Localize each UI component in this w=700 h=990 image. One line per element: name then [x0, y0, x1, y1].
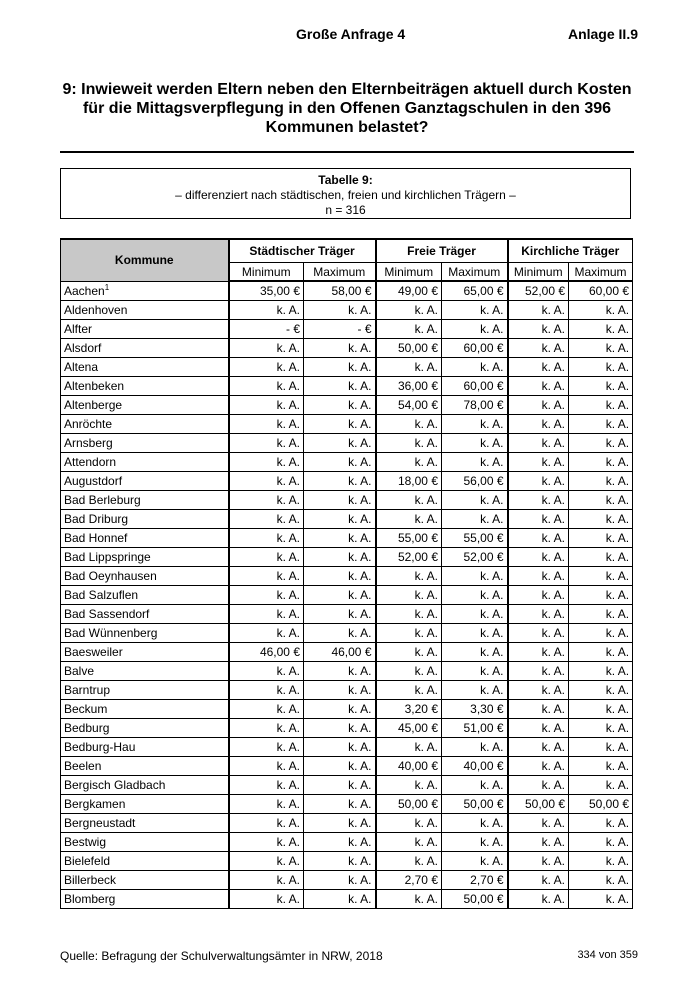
value-cell: 45,00 € — [376, 719, 442, 738]
footnote-marker: 1 — [104, 283, 110, 293]
value-cell: k. A. — [376, 491, 442, 510]
value-cell: k. A. — [508, 358, 569, 377]
value-cell: 40,00 € — [442, 757, 508, 776]
value-cell: k. A. — [229, 852, 304, 871]
column-header-min: Minimum — [376, 263, 442, 282]
kommune-name: Bad Oeynhausen — [61, 567, 229, 586]
table-row — [61, 605, 633, 624]
value-cell: k. A. — [442, 434, 508, 453]
value-cell: k. A. — [229, 624, 304, 643]
value-cell: 78,00 € — [442, 396, 508, 415]
value-cell: k. A. — [569, 605, 633, 624]
value-cell: k. A. — [508, 415, 569, 434]
kommune-name: Bedburg — [61, 719, 229, 738]
value-cell: k. A. — [442, 453, 508, 472]
question-heading: 9: Inwieweit werden Eltern neben den Elternbeiträgen aktuell durch Kosten für die Mittagsverpflegung in den Offenen Ganztagschulen in den 396 Kommunen belastet? — [62, 81, 632, 136]
value-cell: k. A. — [304, 605, 376, 624]
value-cell: 50,00 € — [442, 890, 508, 909]
value-cell: k. A. — [304, 548, 376, 567]
column-header-max: Maximum — [304, 263, 376, 282]
value-cell: k. A. — [376, 605, 442, 624]
value-cell: k. A. — [442, 415, 508, 434]
kommune-name: Alsdorf — [61, 339, 229, 358]
value-cell: k. A. — [442, 624, 508, 643]
value-cell: k. A. — [569, 700, 633, 719]
value-cell: k. A. — [376, 434, 442, 453]
kommune-name: Bielefeld — [61, 852, 229, 871]
table-row — [61, 662, 633, 681]
value-cell: k. A. — [569, 852, 633, 871]
kommune-name: Arnsberg — [61, 434, 229, 453]
value-cell: k. A. — [569, 757, 633, 776]
value-cell: 58,00 € — [304, 281, 376, 301]
value-cell: k. A. — [569, 434, 633, 453]
value-cell: k. A. — [229, 396, 304, 415]
value-cell: k. A. — [569, 472, 633, 491]
table-row — [61, 510, 633, 529]
table-row — [61, 719, 633, 738]
kommune-name: Altena — [61, 358, 229, 377]
kommune-name: Bad Lippspringe — [61, 548, 229, 567]
value-cell: - € — [229, 320, 304, 339]
value-cell: k. A. — [569, 548, 633, 567]
value-cell: k. A. — [229, 738, 304, 757]
value-cell: k. A. — [376, 510, 442, 529]
table-row — [61, 453, 633, 472]
value-cell: 50,00 € — [442, 795, 508, 814]
value-cell: k. A. — [508, 529, 569, 548]
table-caption-n: n = 316 — [325, 203, 366, 217]
value-cell: k. A. — [508, 472, 569, 491]
value-cell: k. A. — [569, 415, 633, 434]
value-cell: k. A. — [442, 358, 508, 377]
kommune-name: Alfter — [61, 320, 229, 339]
table-caption-box — [60, 168, 631, 219]
value-cell: k. A. — [508, 719, 569, 738]
value-cell: k. A. — [442, 586, 508, 605]
value-cell: k. A. — [229, 662, 304, 681]
value-cell: 55,00 € — [376, 529, 442, 548]
value-cell: k. A. — [508, 852, 569, 871]
value-cell: k. A. — [229, 833, 304, 852]
page-number: 334 von 359 — [577, 949, 638, 961]
value-cell: k. A. — [569, 491, 633, 510]
value-cell: k. A. — [376, 890, 442, 909]
value-cell: k. A. — [304, 757, 376, 776]
kommune-name: Augustdorf — [61, 472, 229, 491]
value-cell: 50,00 € — [569, 795, 633, 814]
table-row — [61, 681, 633, 700]
value-cell: 50,00 € — [376, 339, 442, 358]
kommune-name: Billerbeck — [61, 871, 229, 890]
value-cell: k. A. — [569, 814, 633, 833]
value-cell: k. A. — [569, 320, 633, 339]
value-cell: k. A. — [229, 871, 304, 890]
kommune-name: Bad Honnef — [61, 529, 229, 548]
value-cell: k. A. — [508, 605, 569, 624]
value-cell: k. A. — [376, 415, 442, 434]
value-cell: k. A. — [442, 510, 508, 529]
value-cell: k. A. — [376, 833, 442, 852]
value-cell: k. A. — [508, 757, 569, 776]
value-cell: k. A. — [376, 453, 442, 472]
value-cell: k. A. — [304, 491, 376, 510]
value-cell: k. A. — [508, 453, 569, 472]
value-cell: k. A. — [442, 567, 508, 586]
kommune-name: Beckum — [61, 700, 229, 719]
value-cell: 65,00 € — [442, 281, 508, 301]
kommune-name: Bad Sassendorf — [61, 605, 229, 624]
value-cell: 3,30 € — [442, 700, 508, 719]
value-cell: k. A. — [508, 377, 569, 396]
value-cell: - € — [304, 320, 376, 339]
value-cell: k. A. — [442, 301, 508, 320]
value-cell: k. A. — [229, 472, 304, 491]
kommune-name: Altenbeken — [61, 377, 229, 396]
value-cell: k. A. — [508, 814, 569, 833]
group-header-frei: Freie Träger — [376, 239, 508, 263]
value-cell: k. A. — [569, 529, 633, 548]
value-cell: k. A. — [229, 358, 304, 377]
value-cell: k. A. — [304, 833, 376, 852]
kommune-name: Blomberg — [61, 890, 229, 909]
value-cell: 35,00 € — [229, 281, 304, 301]
value-cell: k. A. — [376, 814, 442, 833]
kommune-name: Barntrup — [61, 681, 229, 700]
source-note: Quelle: Befragung der Schulverwaltungsämter in NRW, 2018 — [60, 949, 383, 963]
kommune-name: Bergkamen — [61, 795, 229, 814]
value-cell: 2,70 € — [442, 871, 508, 890]
value-cell: k. A. — [569, 339, 633, 358]
value-cell: k. A. — [376, 681, 442, 700]
value-cell: k. A. — [508, 871, 569, 890]
value-cell: k. A. — [304, 339, 376, 358]
value-cell: 52,00 € — [508, 281, 569, 301]
value-cell: k. A. — [304, 396, 376, 415]
value-cell: k. A. — [229, 814, 304, 833]
column-header-min: Minimum — [229, 263, 304, 282]
value-cell: k. A. — [304, 377, 376, 396]
value-cell: k. A. — [508, 890, 569, 909]
kommune-name: Attendorn — [61, 453, 229, 472]
table-row — [61, 738, 633, 757]
value-cell: k. A. — [229, 776, 304, 795]
value-cell: k. A. — [304, 624, 376, 643]
value-cell: k. A. — [229, 434, 304, 453]
value-cell: k. A. — [229, 567, 304, 586]
value-cell: k. A. — [229, 757, 304, 776]
table-row — [61, 852, 633, 871]
value-cell: k. A. — [442, 852, 508, 871]
table-row — [61, 700, 633, 719]
value-cell: k. A. — [304, 852, 376, 871]
value-cell: k. A. — [376, 738, 442, 757]
value-cell: 46,00 € — [229, 643, 304, 662]
value-cell: k. A. — [229, 301, 304, 320]
column-header-min: Minimum — [508, 263, 569, 282]
value-cell: k. A. — [304, 681, 376, 700]
value-cell: 54,00 € — [376, 396, 442, 415]
kommune-name: Bad Driburg — [61, 510, 229, 529]
value-cell: k. A. — [229, 491, 304, 510]
value-cell: 51,00 € — [442, 719, 508, 738]
value-cell: k. A. — [229, 700, 304, 719]
value-cell: k. A. — [508, 643, 569, 662]
value-cell: k. A. — [304, 700, 376, 719]
table-row — [61, 833, 633, 852]
value-cell: k. A. — [376, 624, 442, 643]
value-cell: k. A. — [442, 662, 508, 681]
value-cell: k. A. — [569, 624, 633, 643]
table-row — [61, 491, 633, 510]
value-cell: k. A. — [569, 567, 633, 586]
value-cell: k. A. — [304, 890, 376, 909]
table-caption-title: Tabelle 9: — [318, 173, 373, 187]
value-cell: k. A. — [508, 396, 569, 415]
value-cell: 49,00 € — [376, 281, 442, 301]
value-cell: k. A. — [229, 453, 304, 472]
table-row — [61, 548, 633, 567]
value-cell: k. A. — [508, 320, 569, 339]
value-cell: 3,20 € — [376, 700, 442, 719]
value-cell: 56,00 € — [442, 472, 508, 491]
value-cell: k. A. — [304, 510, 376, 529]
value-cell: k. A. — [569, 586, 633, 605]
kommune-name: Bad Wünnenberg — [61, 624, 229, 643]
table-row — [61, 320, 633, 339]
value-cell: k. A. — [442, 681, 508, 700]
value-cell: k. A. — [229, 681, 304, 700]
cost-table — [60, 238, 633, 909]
value-cell: k. A. — [508, 662, 569, 681]
value-cell: k. A. — [376, 586, 442, 605]
value-cell: k. A. — [304, 434, 376, 453]
value-cell: k. A. — [304, 776, 376, 795]
value-cell: k. A. — [508, 833, 569, 852]
table-row — [61, 281, 633, 301]
value-cell: k. A. — [229, 377, 304, 396]
value-cell: k. A. — [569, 776, 633, 795]
value-cell: k. A. — [304, 453, 376, 472]
value-cell: k. A. — [229, 795, 304, 814]
value-cell: k. A. — [569, 643, 633, 662]
value-cell: 50,00 € — [376, 795, 442, 814]
table-body — [61, 281, 633, 909]
value-cell: k. A. — [508, 700, 569, 719]
value-cell: k. A. — [442, 605, 508, 624]
value-cell: 52,00 € — [442, 548, 508, 567]
heading-divider — [60, 151, 634, 153]
kommune-name: Balve — [61, 662, 229, 681]
table-row — [61, 301, 633, 320]
value-cell: k. A. — [569, 510, 633, 529]
value-cell: k. A. — [569, 719, 633, 738]
value-cell: k. A. — [376, 358, 442, 377]
value-cell: 60,00 € — [442, 377, 508, 396]
table-caption-subtitle: – differenziert nach städtischen, freien und kirchlichen Trägern – — [175, 188, 516, 202]
value-cell: k. A. — [442, 776, 508, 795]
value-cell: k. A. — [229, 529, 304, 548]
kommune-name: Beelen — [61, 757, 229, 776]
value-cell: 50,00 € — [508, 795, 569, 814]
table-row — [61, 415, 633, 434]
value-cell: k. A. — [508, 301, 569, 320]
value-cell: 18,00 € — [376, 472, 442, 491]
table-row — [61, 434, 633, 453]
value-cell: k. A. — [304, 662, 376, 681]
value-cell: k. A. — [569, 358, 633, 377]
value-cell: 2,70 € — [376, 871, 442, 890]
table-row — [61, 795, 633, 814]
table-row — [61, 776, 633, 795]
value-cell: 60,00 € — [442, 339, 508, 358]
table-row — [61, 624, 633, 643]
value-cell: k. A. — [508, 776, 569, 795]
value-cell: k. A. — [569, 453, 633, 472]
value-cell: k. A. — [304, 472, 376, 491]
kommune-name: Altenberge — [61, 396, 229, 415]
group-header-staedtisch: Städtischer Träger — [229, 239, 376, 263]
value-cell: k. A. — [442, 491, 508, 510]
value-cell: k. A. — [229, 890, 304, 909]
value-cell: k. A. — [508, 567, 569, 586]
table-row — [61, 377, 633, 396]
value-cell: k. A. — [508, 586, 569, 605]
value-cell: k. A. — [508, 339, 569, 358]
value-cell: k. A. — [569, 377, 633, 396]
value-cell: k. A. — [569, 890, 633, 909]
value-cell: k. A. — [569, 738, 633, 757]
value-cell: k. A. — [229, 548, 304, 567]
value-cell: k. A. — [304, 795, 376, 814]
value-cell: k. A. — [569, 662, 633, 681]
table-row — [61, 814, 633, 833]
kommune-name: Aachen$^1$ — [61, 281, 229, 301]
value-cell: k. A. — [229, 586, 304, 605]
value-cell: k. A. — [376, 567, 442, 586]
table-row — [61, 529, 633, 548]
value-cell: k. A. — [304, 719, 376, 738]
kommune-name: Aldenhoven — [61, 301, 229, 320]
value-cell: k. A. — [304, 567, 376, 586]
value-cell: k. A. — [376, 301, 442, 320]
value-cell: k. A. — [508, 548, 569, 567]
group-header-kirchlich: Kirchliche Träger — [508, 239, 633, 263]
kommune-name: Bestwig — [61, 833, 229, 852]
value-cell: k. A. — [569, 301, 633, 320]
value-cell: k. A. — [229, 605, 304, 624]
value-cell: k. A. — [508, 491, 569, 510]
kommune-name: Bergneustadt — [61, 814, 229, 833]
column-header-max: Maximum — [569, 263, 633, 282]
header-annex: Anlage II.9 — [567, 26, 638, 42]
value-cell: k. A. — [442, 814, 508, 833]
value-cell: 55,00 € — [442, 529, 508, 548]
value-cell: k. A. — [442, 643, 508, 662]
value-cell: k. A. — [376, 662, 442, 681]
value-cell: 60,00 € — [569, 281, 633, 301]
value-cell: k. A. — [304, 814, 376, 833]
column-header-max: Maximum — [442, 263, 508, 282]
table-row — [61, 890, 633, 909]
value-cell: k. A. — [569, 871, 633, 890]
value-cell: k. A. — [442, 738, 508, 757]
value-cell: k. A. — [304, 529, 376, 548]
table-row — [61, 586, 633, 605]
kommune-name: Anröchte — [61, 415, 229, 434]
value-cell: k. A. — [508, 510, 569, 529]
value-cell: 46,00 € — [304, 643, 376, 662]
table-row — [61, 358, 633, 377]
value-cell: k. A. — [229, 339, 304, 358]
kommune-name: Bad Salzuflen — [61, 586, 229, 605]
value-cell: k. A. — [508, 624, 569, 643]
value-cell: 40,00 € — [376, 757, 442, 776]
table-row — [61, 643, 633, 662]
kommune-name: Bergisch Gladbach — [61, 776, 229, 795]
header-title: Große Anfrage 4 — [296, 26, 406, 42]
table-row — [61, 871, 633, 890]
value-cell: k. A. — [229, 415, 304, 434]
value-cell: k. A. — [304, 738, 376, 757]
table-row — [61, 567, 633, 586]
value-cell: k. A. — [569, 396, 633, 415]
value-cell: k. A. — [304, 358, 376, 377]
value-cell: k. A. — [376, 643, 442, 662]
value-cell: k. A. — [376, 852, 442, 871]
value-cell: k. A. — [569, 833, 633, 852]
value-cell: k. A. — [508, 681, 569, 700]
value-cell: k. A. — [442, 320, 508, 339]
kommune-name: Bad Berleburg — [61, 491, 229, 510]
value-cell: k. A. — [508, 434, 569, 453]
value-cell: k. A. — [442, 833, 508, 852]
value-cell: 52,00 € — [376, 548, 442, 567]
value-cell: 36,00 € — [376, 377, 442, 396]
table-row — [61, 757, 633, 776]
value-cell: k. A. — [304, 586, 376, 605]
table-row — [61, 472, 633, 491]
value-cell: k. A. — [376, 776, 442, 795]
table-row — [61, 339, 633, 358]
table-row — [61, 396, 633, 415]
value-cell: k. A. — [376, 320, 442, 339]
value-cell: k. A. — [229, 719, 304, 738]
value-cell: k. A. — [304, 301, 376, 320]
value-cell: k. A. — [569, 681, 633, 700]
value-cell: k. A. — [508, 738, 569, 757]
value-cell: k. A. — [304, 415, 376, 434]
value-cell: k. A. — [304, 871, 376, 890]
value-cell: k. A. — [229, 510, 304, 529]
column-header-kommune: Kommune — [61, 239, 229, 281]
kommune-name: Bedburg-Hau — [61, 738, 229, 757]
kommune-name: Baesweiler — [61, 643, 229, 662]
